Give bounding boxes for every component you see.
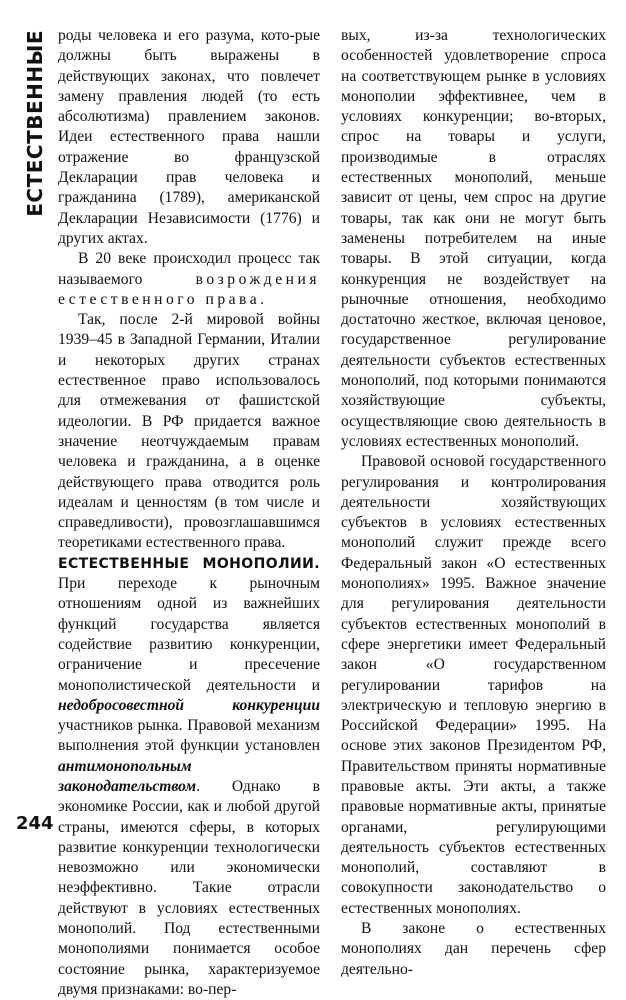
term-unfair-competition: недобросовестной конкуренции xyxy=(58,696,320,714)
page-number: 244 xyxy=(16,813,54,834)
paragraph-continuation: роды человека и его разума, кото-рые должны быть выражены в действующих законах, что повлечет замену правления людей (то есть абсолютизма) правлением законов. Идеи естественного права нашли отражение во французской Декларации прав человека и гражданина (1789), американской Декларации Независимости (1776) и других актах. xyxy=(58,27,320,247)
paragraph-monopolies xyxy=(58,554,320,1000)
monopolies-text-c: . Однако в экономике России, как и любой другой страны, имеются сферы, в которых развитие конкуренции технологически невозможно или экономически неэффективно. Такие отрасли действуют в условиях естественных монополий. Под естественными монополиями понимается особое состояние рынка, характеризуемое двумя признаками: во-пер- xyxy=(58,777,320,998)
paragraph-revival-end: . xyxy=(260,290,265,308)
paragraph-revival-start: В 20 веке происходил процесс так называемого xyxy=(58,250,320,288)
paragraph-features: вых, из-за технологических особенностей удовлетворение спроса на соответствующем рынке в условиях монополии эффективнее, чем в условиях конкуренции; во-вторых, спрос на товары и услуги, производимые в отраслях естественных монополий, меньше зависит от цены, чем спрос на другие товары, так как они не могут быть заменены потребителем на иные товары. В этой ситуации, когда конкуренция не воздействует на рыночные отношения, необходимо достаточно жесткое, включая ценовое, государственное регулирование деятельности субъектов естественных монополий, под которыми понимаются хозяйствующие субъекты, осуществляющие свою деятельность в условиях естественных монополий. xyxy=(341,27,606,450)
paragraph-revival xyxy=(58,249,320,310)
monopolies-text-a: При переходе к рыночным отношениям одной из важнейших функций государства является содействие развитию конкуренции, ограничение и пресечение монополистической деятельности и xyxy=(58,575,320,694)
section-title-text: ЕСТЕСТВЕННЫЕ xyxy=(23,30,47,217)
paragraph-postwar: Так, после 2-й мировой войны 1939–45 в Западной Германии, Италии и некоторых других странах естественное право использовалось для отмежевания от фашистской идеологии. В РФ придается важное значение неотчуждаемым правам человека и гражданина, а в оценке действующего права отводится роль идеалам и ценностям (в том числе и справедливости), провозглашавшимся теоретиками естественного права. xyxy=(58,311,320,552)
paragraph-law-list: В законе о естественных монополиях дан перечень сфер деятельно- xyxy=(341,920,606,978)
right-column xyxy=(341,26,606,980)
paragraph-legal-basis: Правовой основой государственного регулирования и контролирования деятельности хозяйствующих субъектов в условиях естественных монополий служит прежде всего Федеральный закон «О естественных монополиях» 1995. Важное значение для регулирования деятельности субъектов естественных монополий в сфере энергетики имеет Федеральный закон «О государственном регулировании тарифов на электрическую и тепловую энергию в Российской Федерации» 1995. На основе этих законов Президентом РФ, Правительством приняты нормативные правовые акты. Эти акты, а также правовые нормативные акты, принятые органами, регулирующими деятельность субъектов естественных монополий, составляют в совокупности законодательство о естественных монополиях. xyxy=(341,453,606,917)
spaced-term: возрождения естественного права xyxy=(58,270,320,308)
left-column xyxy=(58,26,320,1000)
monopolies-text-b: участников рынка. Правовой механизм выполнения этой функции установлен xyxy=(58,717,320,755)
term-antimonopoly-law: антимонопольным законодательством xyxy=(58,757,197,795)
section-title-vertical xyxy=(17,30,53,217)
entry-heading: ЕСТЕСТВЕННЫЕ МОНОПОЛИИ. xyxy=(58,555,320,572)
